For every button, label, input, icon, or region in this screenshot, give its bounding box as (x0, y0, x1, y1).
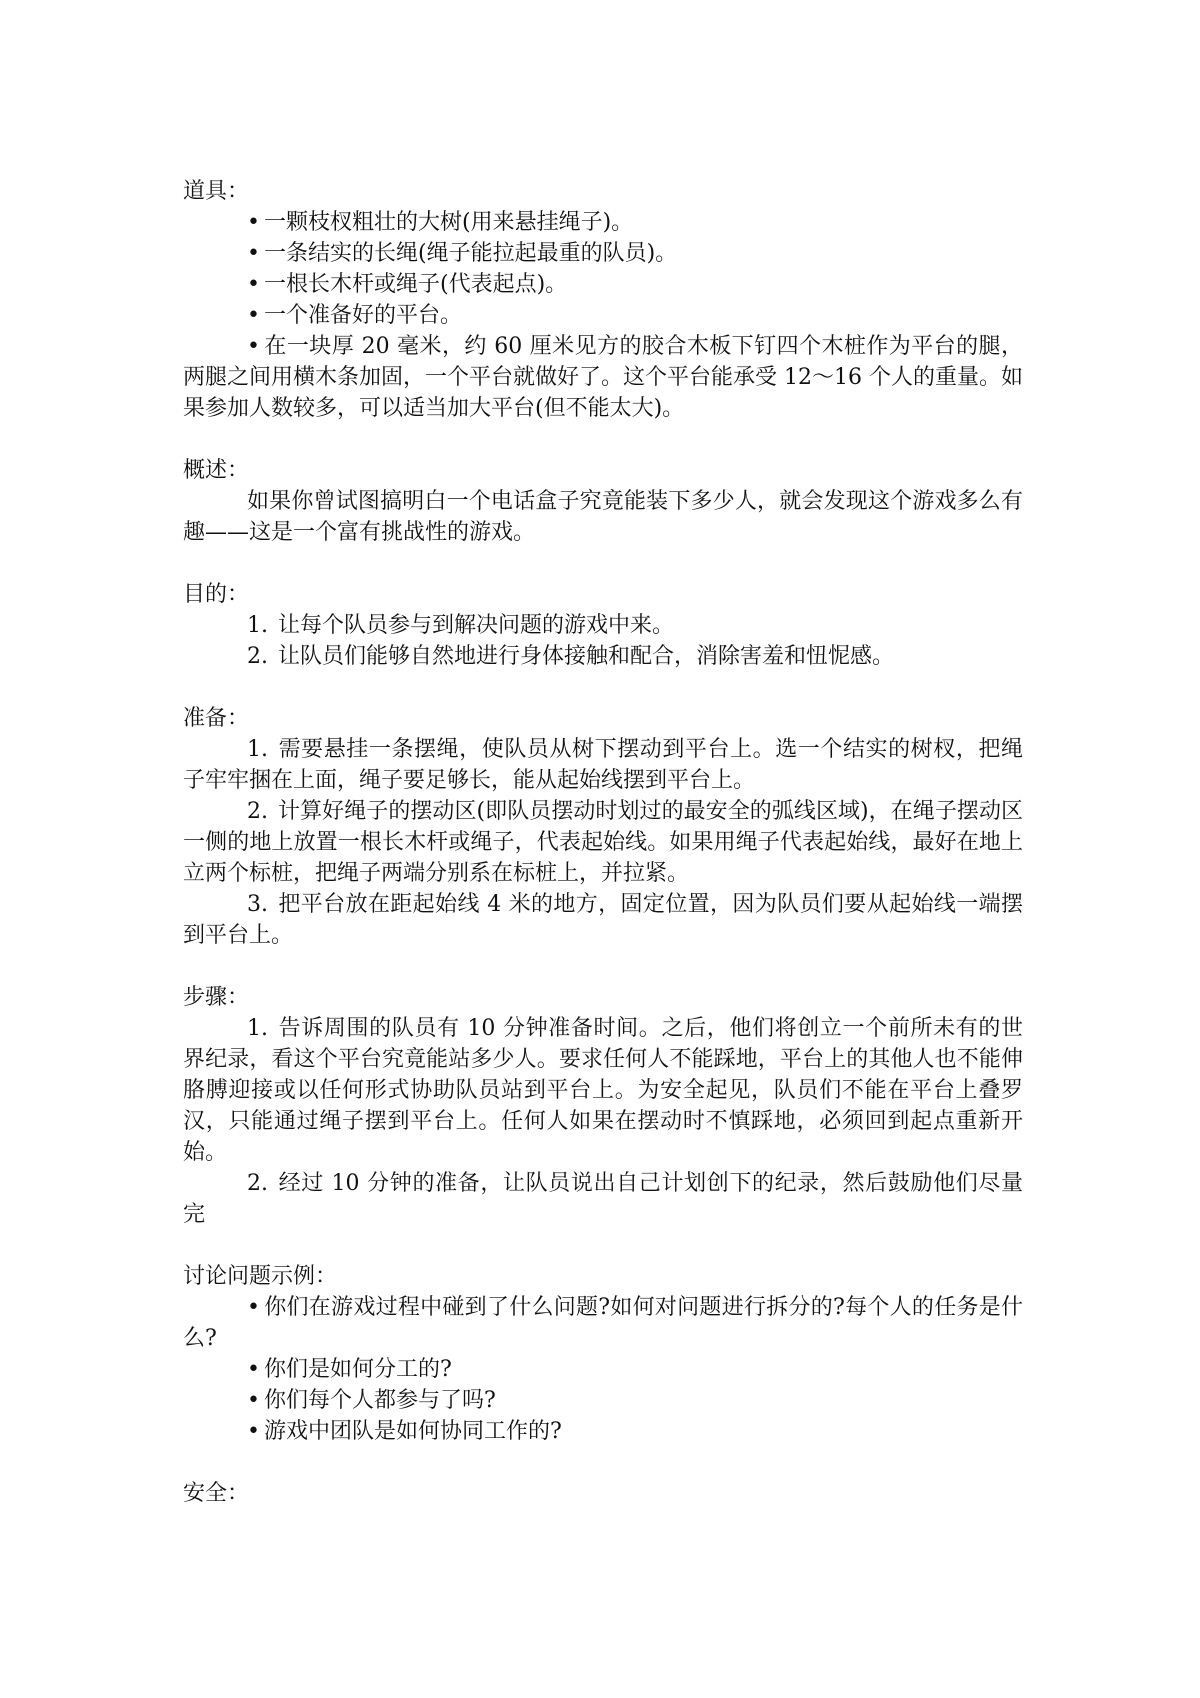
section-heading-props: 道具： (183, 179, 250, 204)
section-props (183, 176, 1023, 424)
item-number: 1. (247, 613, 268, 638)
section-goals (183, 579, 1023, 672)
item-text: 告诉周围的队员有 10 分钟准备时间。之后，他们将创立一个前所未有的世界纪录，看这个平台究竟能站多少人。要求任何人不能踩地，平台上的其他人也不能伸胳膊迎接或以任何形式协助队员站到平台上。为安全起见，队员们不能在平台上叠罗汉，只能通过绳子摆到平台上。任何人如果在摆动时不慎踩地，必须回到起点重新开始。 (183, 1016, 1023, 1165)
item-number: 2. (247, 799, 268, 824)
list-item: • 你们是如何分工的? (183, 1354, 1023, 1385)
item-number: 2. (247, 1171, 268, 1196)
list-item: • 一个准备好的平台。 (183, 300, 1023, 331)
section-heading-safety: 安全： (183, 1481, 250, 1506)
list-item (183, 1168, 1023, 1230)
list-item (183, 734, 1023, 796)
list-item (183, 641, 1023, 672)
section-safety (183, 1478, 1023, 1509)
list-item (183, 796, 1023, 889)
section-heading-discussion: 讨论问题示例： (183, 1264, 338, 1289)
list-item: • 一根长木杆或绳子(代表起点)。 (183, 269, 1023, 300)
item-number: 2. (247, 644, 268, 669)
item-number: 1. (247, 737, 268, 762)
item-text: 让每个队员参与到解决问题的游戏中来。 (278, 613, 675, 638)
item-text: 需要悬挂一条摆绳，使队员从树下摆动到平台上。选一个结实的树杈，把绳子牢牢捆在上面，绳子要足够长，能从起始线摆到平台上。 (183, 737, 1023, 793)
list-item (183, 610, 1023, 641)
section-preparation (183, 703, 1023, 951)
item-text: 把平台放在距起始线 4 米的地方，固定位置，因为队员们要从起始线一端摆到平台上。 (183, 892, 1023, 948)
item-text: 让队员们能够自然地进行身体接触和配合，消除害羞和忸怩感。 (278, 644, 895, 669)
list-item: • 你们每个人都参与了吗? (183, 1385, 1023, 1416)
list-item: • 一颗枝杈粗壮的大树(用来悬挂绳子)。 (183, 207, 1023, 238)
section-steps (183, 982, 1023, 1230)
item-number: 3. (247, 892, 268, 917)
overview-paragraph: 如果你曾试图搞明白一个电话盒子究竟能装下多少人，就会发现这个游戏多么有趣——这是一个富有挑战性的游戏。 (183, 489, 1023, 545)
list-item: • 你们在游戏过程中碰到了什么问题?如何对问题进行拆分的?每个人的任务是什么? (183, 1292, 1023, 1354)
list-item: • 在一块厚 20 毫米，约 60 厘米见方的胶合木板下钉四个木桩作为平台的腿，两腿之间用横木条加固，一个平台就做好了。这个平台能承受 12～16 个人的重量。如果参加人数较多，可以适当加大平台(但不能太大)。 (183, 331, 1023, 424)
list-item: • 游戏中团队是如何协同工作的? (183, 1416, 1023, 1447)
item-number: 1. (247, 1016, 268, 1041)
section-heading-steps: 步骤： (183, 985, 250, 1010)
section-discussion (183, 1261, 1023, 1447)
list-item: • 一条结实的长绳(绳子能拉起最重的队员)。 (183, 238, 1023, 269)
document-page (183, 176, 1023, 1540)
list-item (183, 1013, 1023, 1168)
section-overview (183, 455, 1023, 548)
section-heading-overview: 概述： (183, 458, 250, 483)
item-text: 经过 10 分钟的准备，让队员说出自己计划创下的纪录，然后鼓励他们尽量完 (183, 1171, 1023, 1227)
item-text: 计算好绳子的摆动区(即队员摆动时划过的最安全的弧线区域)，在绳子摆动区一侧的地上放置一根长木杆或绳子，代表起始线。如果用绳子代表起始线，最好在地上立两个标桩，把绳子两端分别系在标桩上，并拉紧。 (183, 799, 1023, 886)
section-heading-goals: 目的： (183, 582, 250, 607)
section-heading-preparation: 准备： (183, 706, 250, 731)
list-item (183, 889, 1023, 951)
